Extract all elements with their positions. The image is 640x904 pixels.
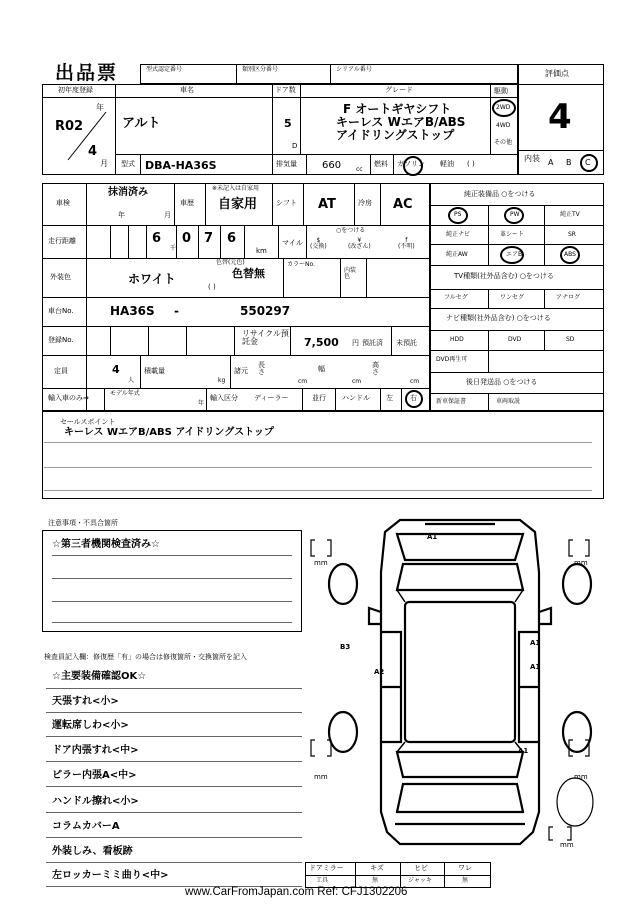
capacity-value: 4 <box>112 363 120 376</box>
note-line-7: コラムカバーA <box>52 821 120 832</box>
doors-label: ドア数 <box>275 86 296 94</box>
class-label: 類別区分番号 <box>242 66 279 73</box>
damage-mark-b3: B3 <box>340 643 351 651</box>
length-label: 長さ <box>258 361 265 376</box>
height-cm: cm <box>410 378 420 385</box>
fuel-gas: ガソリン <box>397 160 425 168</box>
recycle-unit: 円 <box>352 339 359 347</box>
navi-title: ナビ種類(社外品含む) ○をつける <box>446 314 551 322</box>
displacement-label: 排気量 <box>276 160 297 168</box>
model-year-unit: 年 <box>198 400 205 407</box>
fuel-label: 燃料 <box>374 160 388 168</box>
later-warranty: 新車保証書 <box>436 398 467 405</box>
tv-one: ワンセグ <box>500 294 525 301</box>
color-label: 外装色 <box>50 273 71 281</box>
caution-label: 注意事項・不具合箇所 <box>48 519 118 527</box>
equip-ps-circle <box>448 207 468 224</box>
doors-suffix: D <box>292 142 298 150</box>
note-line-4: ドア内張すれ<中> <box>52 745 139 756</box>
score-value: 4 <box>548 97 572 137</box>
sales-point-text: キーレス WエアB/ABS アイドリングストップ <box>64 427 274 438</box>
interior-c-circle <box>580 154 598 172</box>
mirror-row-1: 工具 <box>316 877 329 884</box>
damage-mark-a1-wheel: A1 <box>518 747 529 755</box>
displacement-unit: cc <box>356 166 363 173</box>
serial-label: シリアル番号 <box>336 66 372 73</box>
note-line-9: 左ロッカーミミ曲り<中> <box>52 870 169 881</box>
grade-line3: アイドリングストップ <box>336 128 455 142</box>
drive-2wd-circle <box>492 99 516 117</box>
car-damage-diagram <box>305 512 615 862</box>
mileage-digit-4: 6 <box>227 231 237 246</box>
navi-hdd: HDD <box>450 336 464 343</box>
tv-full: フルセグ <box>444 294 468 301</box>
first-reg-label: 初年度登録 <box>58 86 93 94</box>
navi-sd: SD <box>566 336 575 343</box>
handle-right-circle <box>405 390 423 408</box>
chassis-model: HA36S <box>110 304 155 318</box>
color-change-value: 色替無 <box>232 267 265 280</box>
equipment-title: 純正装備品 ○をつける <box>464 190 536 198</box>
load-label: 積載量 <box>144 367 165 375</box>
damage-mark-a1-door: A1 <box>530 639 541 647</box>
mileage-thousand: 千 <box>170 245 177 252</box>
chassis-label: 車台No. <box>48 307 74 315</box>
inspector-label: 検査員記入欄：修復歴「有」の場合は修復箇所・交換箇所を記入 <box>44 653 247 661</box>
mileage-label: 走行距離 <box>48 237 76 245</box>
color-value: ホワイト <box>128 272 176 286</box>
mirror-header-4: ワレ <box>458 864 472 872</box>
note-line-1: ☆主要装備確認OK☆ <box>52 671 147 682</box>
parallel-option: 並行 <box>312 394 326 402</box>
fuel-paren: ( ) <box>467 160 475 168</box>
year-unit: 年 <box>96 103 104 112</box>
mm-label-fl: mm <box>314 559 328 567</box>
interior-a: A <box>548 158 554 167</box>
damage-mark-a1-front: A1 <box>427 533 438 541</box>
ac-value: AC <box>393 197 413 212</box>
shift-label: シフト <box>276 199 297 207</box>
sales-point-label: セールスポイント <box>60 418 116 426</box>
drive-other: その他 <box>494 139 513 146</box>
recycle-paid: 預託済 <box>362 339 383 347</box>
equip-airbag-circle <box>500 246 524 264</box>
score-label: 評価点 <box>545 69 569 78</box>
mirror-row-3: ジャッキ <box>408 877 432 884</box>
mirror-row-2: 無 <box>372 877 379 884</box>
chassis-dash: - <box>174 304 179 318</box>
note-line-3: 運転席しわ<小> <box>52 720 129 731</box>
mileage-digit-2: 0 <box>182 231 192 246</box>
equip-tv: 純正TV <box>560 211 580 218</box>
width-cm: cm <box>352 378 362 385</box>
dvd-playback: DVD再生可 <box>436 356 468 363</box>
first-reg-year: R02 <box>55 119 84 134</box>
interior-label: 内装 <box>524 154 540 163</box>
grade-label: グレード <box>385 86 413 94</box>
recycle-label: リサイクル預託金 <box>242 329 289 346</box>
first-reg-month: 4 <box>88 144 98 159</box>
recycle-value: 7,500 <box>304 336 339 349</box>
capacity-label: 定員 <box>54 367 68 375</box>
mileage-digit-3: 7 <box>204 231 214 246</box>
history-note: ※未記入は自家用 <box>212 185 260 192</box>
mm-label-rr: mm <box>574 773 588 781</box>
meter-swap: $ (交換) <box>310 237 327 250</box>
load-unit: kg <box>218 377 226 384</box>
cert-row <box>140 64 518 84</box>
mirror-header-1: ドアミラー <box>309 864 344 872</box>
later-manual: 車両取説 <box>496 398 521 405</box>
mileage-unit: km <box>256 247 267 255</box>
equip-navi: 純正ナビ <box>446 231 471 238</box>
equip-pw-circle <box>504 207 524 224</box>
mm-label-fr: mm <box>574 559 588 567</box>
later-title: 後日発送品 ○をつける <box>466 378 538 386</box>
month-unit: 月 <box>100 159 108 168</box>
meter-circle-note: ○をつける <box>336 227 366 234</box>
reg-slash <box>62 108 112 163</box>
car-name: アルト <box>122 116 161 131</box>
reg-no-label: 登録No. <box>48 336 74 344</box>
equip-abs-circle <box>560 246 580 264</box>
equip-ps: PS <box>454 211 462 218</box>
note-line-5: ピラー内張A<中> <box>52 770 137 781</box>
caution-text: ☆第三者機関検査済み☆ <box>52 539 160 550</box>
import-class-label: 輸入区分 <box>210 394 238 402</box>
model-year-label: モデル年式 <box>110 390 140 397</box>
equip-sr: SR <box>568 231 576 238</box>
chassis-no: 550297 <box>240 304 291 318</box>
mm-label-rl: mm <box>314 773 328 781</box>
equip-leather: 革シート <box>500 231 525 238</box>
navi-dvd: DVD <box>508 336 522 343</box>
interior-b: B <box>566 158 572 167</box>
note-line-2: 天張すれ<小> <box>52 696 119 707</box>
inspection-year: 年 <box>118 211 125 219</box>
model-label: 型式 <box>121 160 135 168</box>
type-cert-label: 型式認定番号 <box>146 66 183 73</box>
interior-c: C <box>585 158 591 167</box>
damage-mark-a2: A2 <box>374 668 385 676</box>
color-change-paren: ( ) <box>208 283 216 291</box>
mileage-digit-1: 6 <box>152 231 162 246</box>
meter-unknown: f (不明) <box>398 237 415 250</box>
mm-label-spare: mm <box>560 841 574 849</box>
color-no-label: カラーNo. <box>287 261 315 268</box>
handle-left: 左 <box>386 394 393 402</box>
equip-abs: ABS <box>564 251 576 258</box>
displacement-value: 660 <box>322 160 342 171</box>
handle-right: 右 <box>410 394 417 402</box>
damage-mark-a1-rear: A1 <box>530 663 541 671</box>
note-line-6: ハンドル擦れ<小> <box>52 796 139 807</box>
mirror-row-4: 無 <box>462 877 469 884</box>
color-change-label: 色替(元色) <box>216 259 245 266</box>
tv-analog: アナログ <box>556 294 581 301</box>
tv-title: TV種類(社外品含む) ○をつける <box>454 272 554 280</box>
recycle-unpaid: 未預託 <box>396 339 417 347</box>
doors-value: 5 <box>284 117 292 130</box>
mile-label: マイル <box>282 239 303 247</box>
history-label: 車歴 <box>180 199 194 207</box>
car-name-label: 車名 <box>180 86 194 94</box>
grade-line1: F オートギヤシフト <box>343 102 452 116</box>
equip-airbag: エアB <box>506 251 523 258</box>
length-cm: cm <box>298 378 308 385</box>
history-value: 自家用 <box>218 197 258 212</box>
mirror-header-2: キズ <box>370 864 384 872</box>
interior-color-label: 内装色 <box>344 267 357 280</box>
dealer-option: ディーラー <box>254 394 289 402</box>
fuel-diesel: 軽油 <box>440 160 454 168</box>
fuel-gas-circle <box>403 156 423 176</box>
footer-ref: www.CarFromJapan.com Ref: CFJ1302206 <box>185 886 408 898</box>
inspection-month: 月 <box>164 211 171 219</box>
handle-label: ハンドル <box>342 394 370 402</box>
model-value: DBA-HA36S <box>145 159 217 172</box>
drive-label: 駆動 <box>494 87 508 95</box>
drive-4wd: 4WD <box>496 122 511 129</box>
inspection-value: 抹消済み <box>108 187 148 198</box>
drive-2wd: 2WD <box>496 104 511 111</box>
inspection-label: 車検 <box>56 199 70 207</box>
capacity-unit: 人 <box>128 377 135 384</box>
meter-mod: ¥ (改ざん) <box>348 237 371 250</box>
width-label: 幅 <box>318 365 325 373</box>
sales-point-box <box>42 411 604 499</box>
equip-pw: PW <box>510 211 520 218</box>
shift-value: AT <box>318 197 336 212</box>
import-label: 輸入車のみ⇒ <box>48 394 89 402</box>
form-title: 出品票 <box>55 62 119 84</box>
dims-label: 諸元 <box>234 367 248 375</box>
ac-label: 冷房 <box>358 199 372 207</box>
grade-line2: キーレス WエアB/ABS <box>336 115 466 129</box>
height-label: 高さ <box>372 361 379 376</box>
equip-aw: 純正AW <box>446 251 468 258</box>
mirror-header-3: ヒビ <box>414 864 428 872</box>
note-line-8: 外装しみ、看板跡 <box>52 846 133 857</box>
